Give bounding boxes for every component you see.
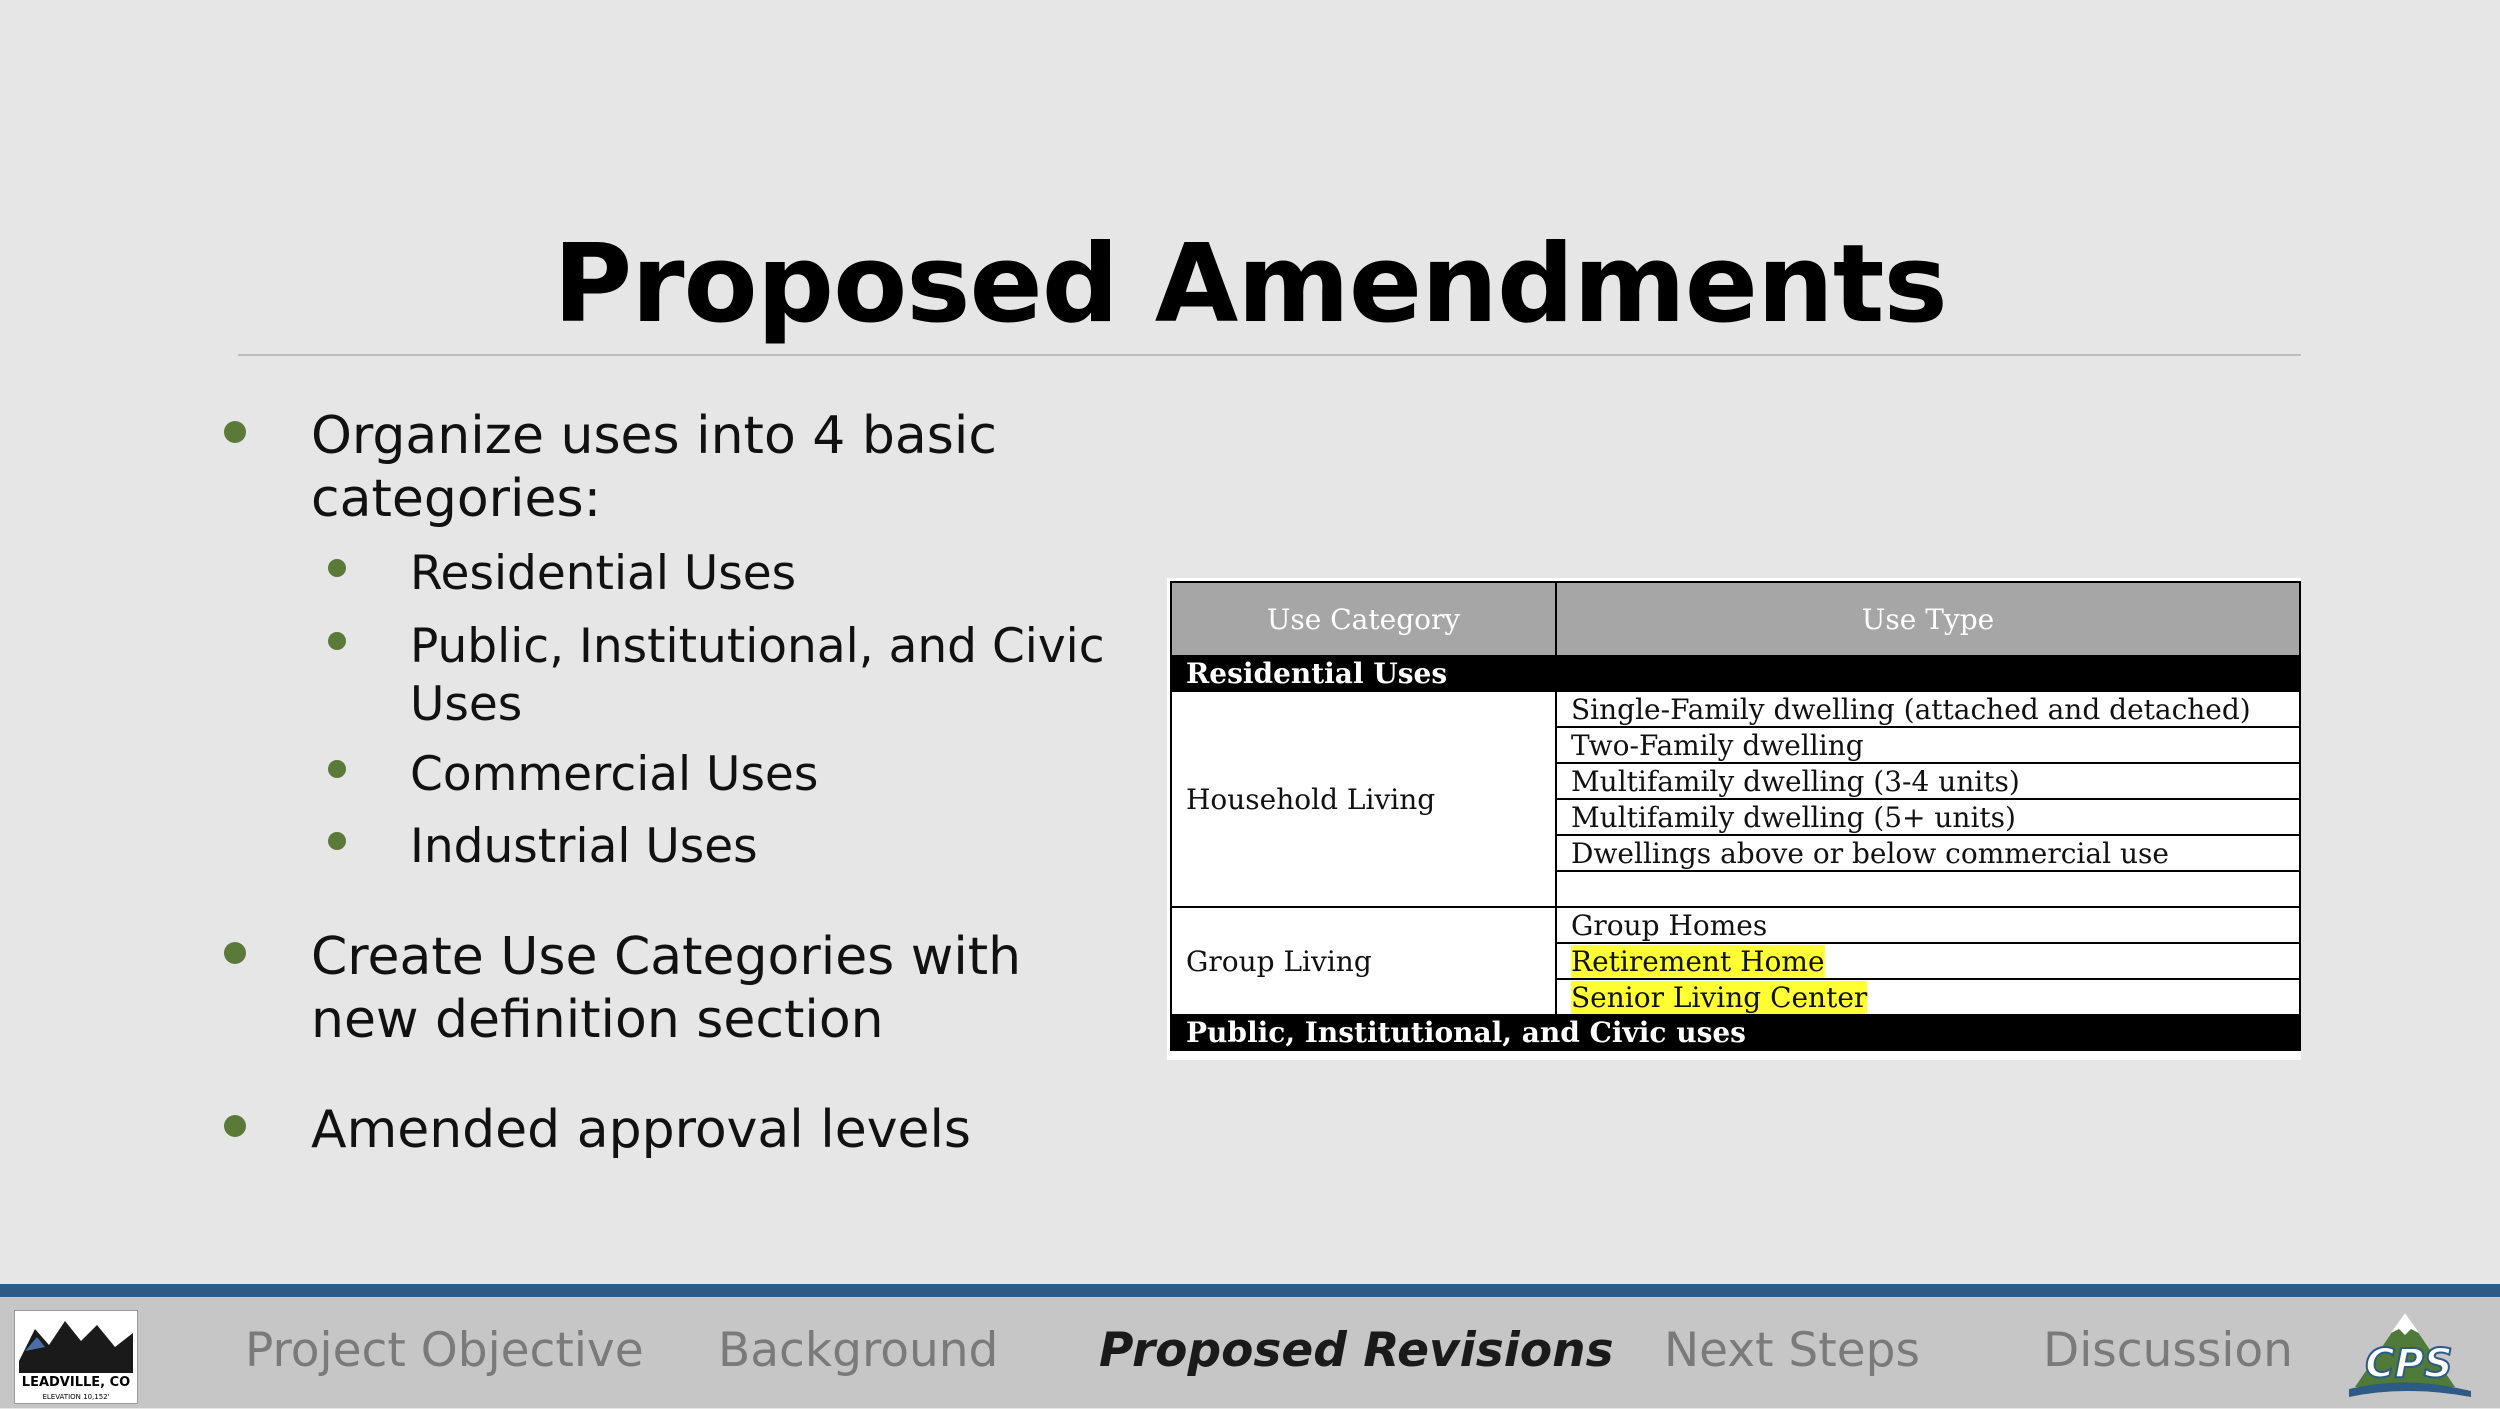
- sub-bullet-commercial: [410, 746, 1110, 804]
- title-divider: [238, 354, 2301, 356]
- nav-accent-bar: [0, 1284, 2500, 1297]
- bottom-nav: [0, 1297, 2500, 1408]
- nav-tab-project-objective[interactable]: Project Objective: [245, 1323, 644, 1378]
- highlighted-use-type: Senior Living Center: [1571, 980, 1868, 1014]
- use-table: [1170, 581, 2301, 1051]
- sub-bullet-text: Industrial Uses: [410, 819, 758, 874]
- table-row: [1171, 907, 2300, 943]
- use-type-cell: Two-Family dwelling: [1556, 727, 2300, 763]
- category-public: Public, Institutional, and Civic uses: [1171, 1015, 2300, 1050]
- bullet-dot-icon: [328, 832, 346, 850]
- table-header-row: [1171, 582, 2300, 656]
- table-row: [1171, 691, 2300, 727]
- use-type-cell: Group Homes: [1556, 907, 2300, 943]
- nav-tab-background[interactable]: Background: [718, 1323, 999, 1378]
- bullet-dot-icon: [224, 421, 246, 443]
- slide-title: Proposed Amendments: [553, 222, 1947, 347]
- bullet-dot-icon: [224, 1115, 246, 1137]
- sub-bullet-text: Public, Institutional, and Civic Uses: [410, 619, 1105, 732]
- nav-tab-proposed-revisions[interactable]: Proposed Revisions: [1099, 1323, 1614, 1378]
- leadville-logo[interactable]: [14, 1310, 138, 1404]
- use-type-cell: Multifamily dwelling (5+ units): [1556, 799, 2300, 835]
- use-type-cell: Single-Family dwelling (attached and detached): [1556, 691, 2300, 727]
- sub-bullet-text: Commercial Uses: [410, 747, 819, 802]
- bullet-text: Organize uses into 4 basic categories:: [311, 406, 997, 529]
- nav-tab-next-steps[interactable]: Next Steps: [1664, 1323, 1920, 1378]
- bullet-approval-levels: [311, 1099, 1111, 1162]
- use-type-cell-empty: [1556, 871, 2300, 907]
- bullet-use-categories: [311, 926, 1111, 1052]
- bullet-organize-uses: [311, 405, 1111, 531]
- highlighted-use-type: Retirement Home: [1571, 944, 1825, 978]
- bullet-dot-icon: [328, 760, 346, 778]
- sub-bullet-text: Residential Uses: [410, 546, 797, 601]
- table-category-row: [1171, 656, 2300, 691]
- logo-text: LEADVILLE, CO: [21, 1375, 131, 1390]
- bullet-dot-icon: [328, 632, 346, 650]
- nav-tab-discussion[interactable]: Discussion: [2043, 1323, 2293, 1378]
- use-table-image: [1167, 578, 2301, 1060]
- cps-logo-text: CPS: [2365, 1341, 2453, 1387]
- use-category-group-living: Group Living: [1171, 907, 1556, 1015]
- sub-bullet-public: [410, 618, 1110, 734]
- use-category-household-living: Household Living: [1171, 691, 1556, 907]
- table-header-use-type: Use Type: [1556, 582, 2300, 656]
- bullet-text: Create Use Categories with new definition section: [311, 927, 1022, 1050]
- table-header-use-category: Use Category: [1171, 582, 1556, 656]
- use-type-cell: [1556, 979, 2300, 1015]
- table-category-row: [1171, 1015, 2300, 1050]
- bullet-dot-icon: [328, 559, 346, 577]
- sub-bullet-industrial: [410, 818, 1110, 876]
- use-type-cell: [1556, 943, 2300, 979]
- bullet-dot-icon: [224, 942, 246, 964]
- cps-logo[interactable]: [2345, 1305, 2475, 1405]
- leadville-logo-icon: [15, 1311, 137, 1403]
- logo-subtext: ELEVATION 10,152': [42, 1393, 110, 1401]
- use-type-cell: Dwellings above or below commercial use: [1556, 835, 2300, 871]
- bullet-text: Amended approval levels: [311, 1100, 972, 1160]
- category-residential: Residential Uses: [1171, 656, 2300, 691]
- sub-bullet-residential: [410, 545, 1110, 603]
- cps-logo-icon: [2345, 1305, 2475, 1405]
- use-type-cell: Multifamily dwelling (3-4 units): [1556, 763, 2300, 799]
